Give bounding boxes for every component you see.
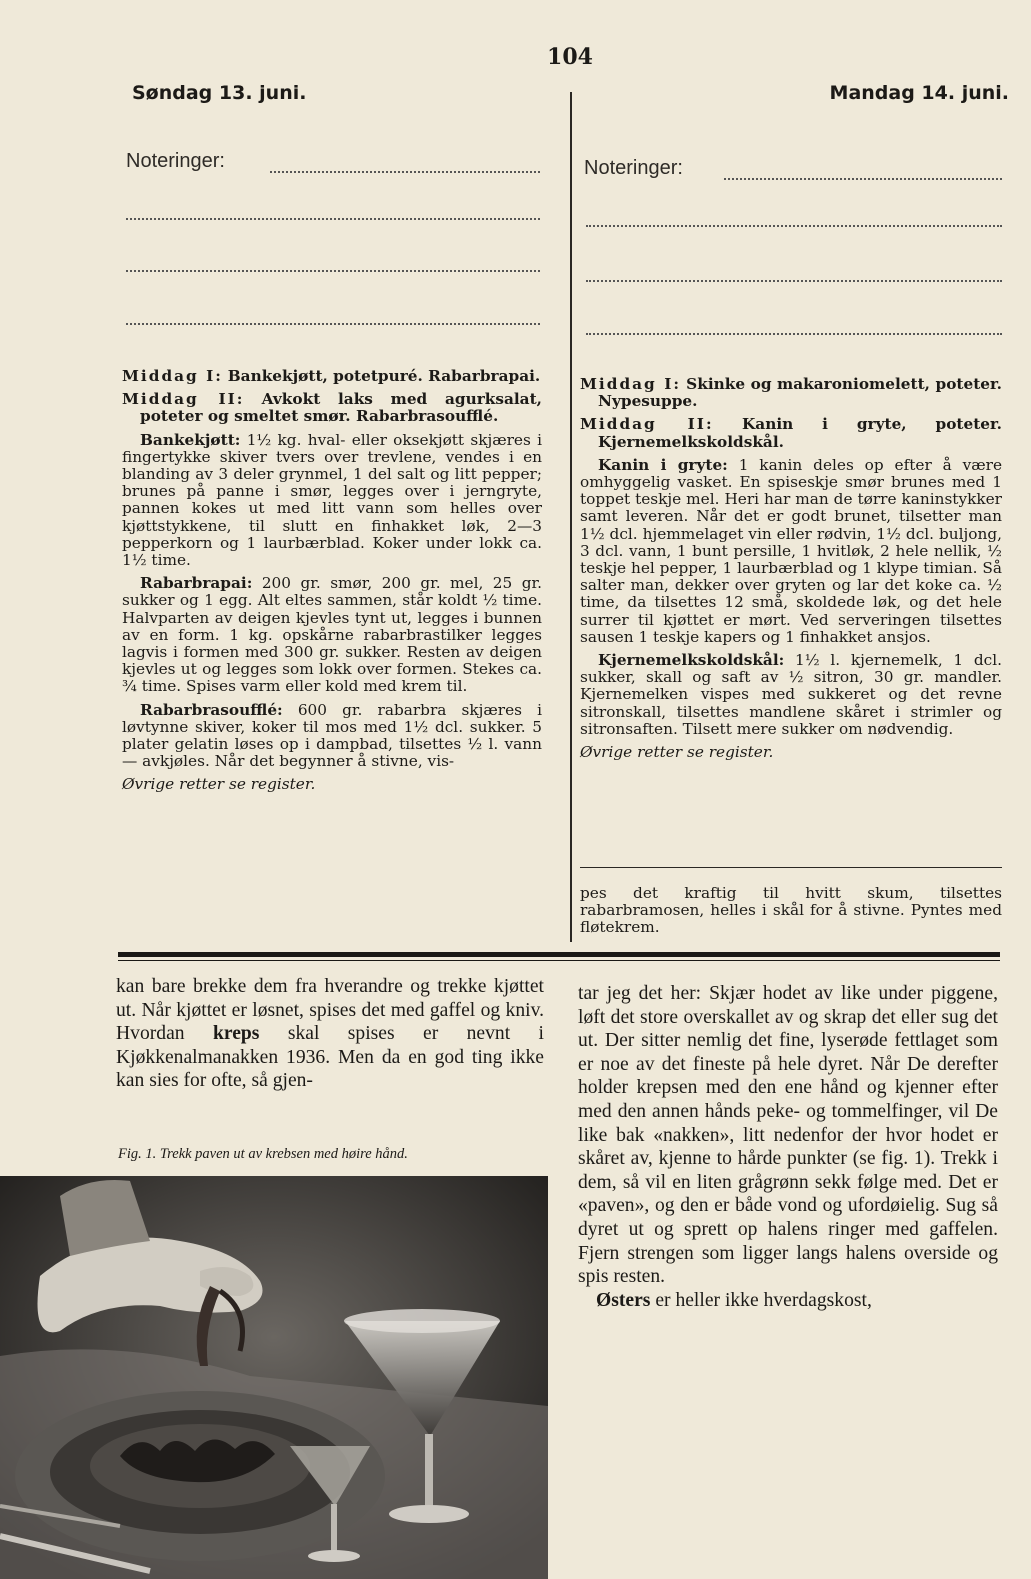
right-day-heading: Mandag 14. juni. — [829, 82, 1009, 104]
recipe-rabarbrapai: Rabarbrapai: 200 gr. smør, 200 gr. mel, 25 gr. sukker og 1 egg. Alt eltes sammen, står koldt ½ time. Halvparten av deigen kjevles tynt ut, legges i bunnen av en form. 1 kg. opskårne rabarbrastilker legges lagvis i formen med 300 gr. sukker. Resten av deigen kjevles ut og legges som lokk over formen. Stekes ca. ¾ time. Spises varm eller kold med krem til. — [122, 574, 542, 696]
page-number: 104 — [547, 44, 593, 70]
left-notes-line-3[interactable] — [126, 270, 540, 272]
left-notes-label: Noteringer: — [126, 150, 225, 172]
lower-left-text — [116, 975, 544, 1093]
left-other-dishes: Øvrige retter se register. — [122, 775, 316, 794]
recipe-bankekjott: Bankekjøtt: 1½ kg. hval- eller oksekjøtt skjæres i fingertykke skiver tvers over trevlene, vendes i en blanding av 3 deler grynmel, 1 del salt og litt pepper; brunes på panne i smør, legges over i jerngryte, pannen kokes ut med litt vann som helles over kjøttstykkene, til slutt en finhakket løk, 2—3 pepperkorn og 1 laurbærblad. Koker under lokk ca. 1½ time. — [122, 430, 542, 570]
column-divider — [570, 92, 572, 942]
kreps-instructions: tar jeg det her: Skjær hodet av like under piggene, løft det store overskallet av og skrap det eller sug det ut. Der sitter nemlig det fine, lyserøde fettlaget som er noe av det fineste på hele dyret. Når De derefter holder krepsen med den ene hånd og kjenner efter med den annen hånds peke- og tommelfinger, vil De like bak «nakken», litt nedenfor der hvor hodet er skåret av, kjenne to hårde punkter (se fig. 1). Trekk i dem, så vil en liten grågrønn sekk følge med. Det er «paven», og den er både vond og ufordøielig. Sug så dyret ut og sprett op halens ringer med gaffelen. Fjern strengen som ligger langs halens overside og spis resten. — [578, 983, 998, 1288]
left-menu-2: Middag II: Avkokt laks med agurksalat, poteter og smeltet smør. Rabarbrasoufflé. — [122, 390, 542, 426]
right-menu-2: Middag II: Kanin i gryte, poteter. Kjernemelkskoldskål. — [580, 415, 1002, 451]
crayfish-photo — [0, 1176, 548, 1579]
right-notes-line-2[interactable] — [586, 225, 1002, 227]
left-notes-line-4[interactable] — [126, 323, 540, 325]
section-rule-thin — [118, 960, 1000, 961]
recipe-kanin-i-gryte: Kanin i gryte: 1 kanin deles op efter å være omhyggelig vasket. En spiseskje smør brunes med 1 toppet teskje mel. Heri har man de tørre kaninstykker samt leveren. Når det er godt brunet, tilsetter man 1½ dcl. hjemmelaget vin eller rødvin, 1½ dcl. buljong, 3 dcl. vann, 1 bunt persille, 1 hvitløk, 2 hele nellik, ½ teskje hel pepper, 1 laurbærblad og 1 klype timian. Så salter man, dekker over gryten og lar det koke ca. ½ time, da tilsettes 12 små, skoldede løk, og det hele surrer til kjøttet er mørt. Ved serveringen tilsettes sausen 1 teskje kapers og 1 finhakket ansjos. — [580, 455, 1002, 646]
right-other-dishes: Øvrige retter se register. — [580, 743, 774, 762]
section-rule-thick — [118, 952, 1000, 957]
right-notes-label: Noteringer: — [584, 157, 683, 179]
left-day-heading: Søndag 13. juni. — [132, 82, 307, 104]
osters-paragraph: Østers er heller ikke hverdagskost, — [596, 1289, 872, 1311]
recipe-rabarbrasouffle: Rabarbrasoufflé: 600 gr. rabarbra skjæres i løvtynne skiver, koker til mos med 1½ dcl. sukker. 5 plater gelatin løses op i dampbad, tilsettes ½ l. vann — avkjøles. Når det begynner å stivne, vis- — [122, 700, 542, 771]
left-recipe-column — [122, 368, 542, 800]
left-menu-1: Middag I: Bankekjøtt, potetpuré. Rabarbrapai. — [122, 367, 541, 385]
lower-right-text — [578, 982, 998, 1312]
souffle-continuation: pes det kraftig til hvitt skum, tilsettes rabarbramosen, helles i skål for å stivne. Pyntes med fløtekrem. — [580, 884, 1002, 937]
right-continuation — [580, 885, 1002, 943]
left-notes-line-2[interactable] — [126, 218, 540, 220]
right-recipe-column — [580, 376, 1002, 767]
kreps-paragraph: kan bare brekke dem fra hverandre og trekke kjøttet ut. Når kjøttet er løsnet, spises det med gaffel og kniv. Hvordan kreps skal spises er nevnt i Kjøkkenalmanakken 1936. Men da en god ting ikke kan sies for ofte, så gjen- — [116, 976, 544, 1092]
figure-caption: Fig. 1. Trekk paven ut av krebsen med høire hånd. — [118, 1146, 408, 1162]
recipe-kjernemelkskoldskal: Kjernemelkskoldskål: 1½ l. kjernemelk, 1 dcl. sukker, skall og saft av ½ sitron, 30 gr. mandler. Kjernemelken vispes med sukkeret og det revne sitronskall, tilsettes mandlene skåret i strimler og sitronsaften. Tilsett mere sukker om nødvendig. — [580, 651, 1002, 738]
right-menu-1: Middag I: Skinke og makaroniomelett, poteter. Nypesuppe. — [580, 375, 1002, 411]
right-notes-line-1[interactable] — [724, 178, 1002, 180]
right-notes-line-3[interactable] — [586, 280, 1002, 282]
left-notes-line-1[interactable] — [270, 171, 540, 173]
right-notes-line-4[interactable] — [586, 333, 1002, 335]
right-column-rule — [580, 867, 1002, 868]
